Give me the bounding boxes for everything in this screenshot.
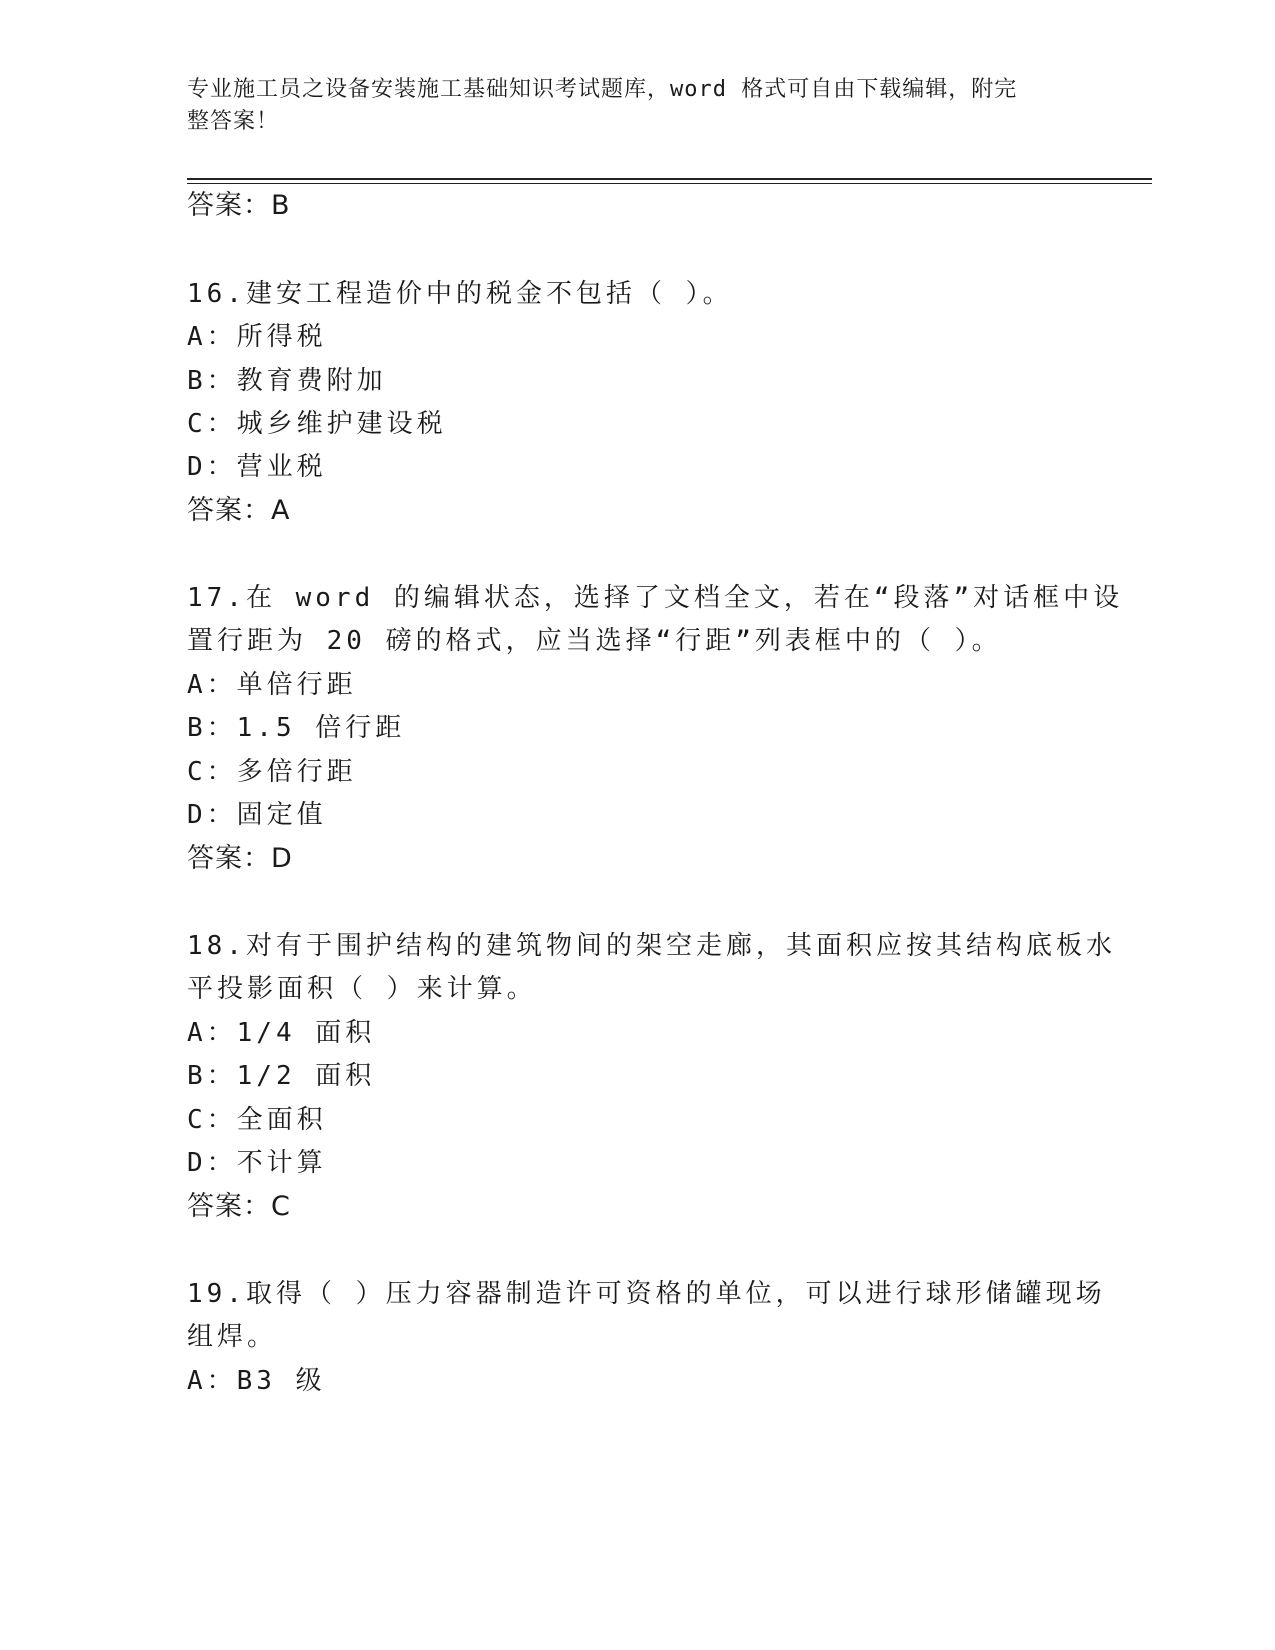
question-19-text-line-2: 组焊。 [187,1322,278,1352]
question-16-option-a: A：所得税 [187,322,327,352]
question-18-text-line-1: 18.对有于围护结构的建筑物间的架空走廊，其面积应按其结构底板水 [187,931,1116,961]
question-17-text-line-2: 置行距为 20 磅的格式，应当选择“行距”列表框中的（ ）。 [187,626,1002,656]
question-18-option-b: B：1/2 面积 [187,1061,376,1091]
header-rule [187,178,1152,180]
question-16-option-c: C：城乡维护建设税 [187,409,447,439]
question-18-option-d: D：不计算 [187,1148,327,1178]
question-18-option-c: C：全面积 [187,1105,327,1135]
question-18-text-line-2: 平投影面积（ ）来计算。 [187,974,537,1004]
question-16-option-d: D：营业税 [187,452,327,482]
answer-line: 答案：B [187,190,291,221]
question-17-option-d: D：固定值 [187,800,327,830]
question-16-option-b: B：教育费附加 [187,366,387,396]
question-17-text-line-1: 17.在 word 的编辑状态，选择了文档全文，若在“段落”对话框中设 [187,583,1124,613]
question-16-answer: 答案：A [187,495,291,526]
question-17-option-c: C：多倍行距 [187,757,357,787]
document-header [187,74,1067,138]
question-17-option-a: A：单倍行距 [187,670,357,700]
question-17-answer: 答案：D [187,843,293,874]
question-17-option-b: B：1.5 倍行距 [187,713,406,743]
question-19-option-a: A：B3 级 [187,1366,326,1396]
question-18-answer: 答案：C [187,1191,291,1222]
question-18-option-a: A：1/4 面积 [187,1018,376,1048]
question-19-text-line-1: 19.取得（ ）压力容器制造许可资格的单位，可以进行球形储罐现场 [187,1279,1106,1309]
header-line-1: 专业施工员之设备安装施工基础知识考试题库，word 格式可自由下载编辑，附完 [187,77,1018,102]
question-16-text: 16.建安工程造价中的税金不包括（ ）。 [187,279,733,309]
header-rule-thin [187,183,1152,184]
header-line-2: 整答案！ [187,109,280,134]
